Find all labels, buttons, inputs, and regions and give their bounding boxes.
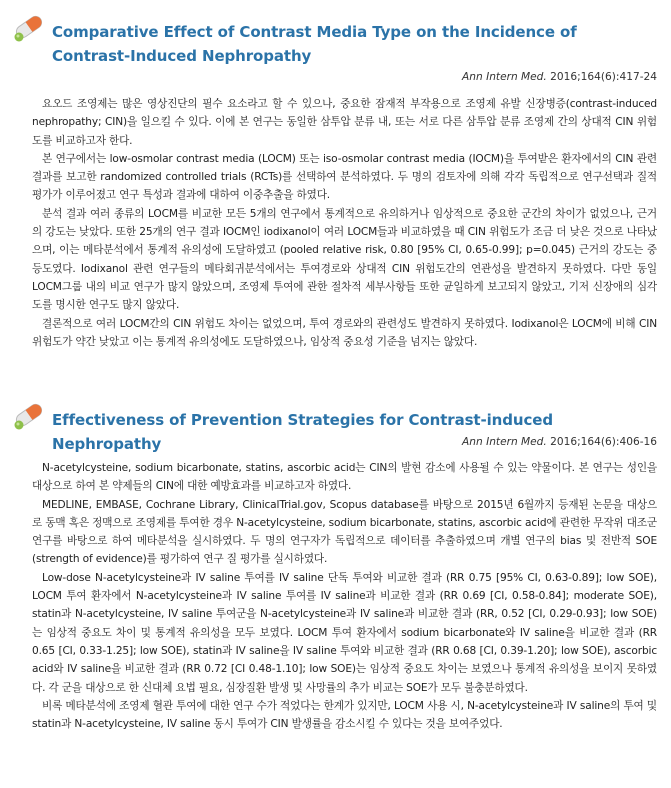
article-citation (462, 436, 657, 448)
paragraph: 요오드 조영제는 많은 영상진단의 필수 요소라고 할 수 있으나, 중요한 잠재적 부작용으로 조영제 유발 신장병증(contrast-induced nephropathy; CIN)을 일으킬 수 있다. 이에 본 연구는 동일한 삼투압 분류 내, 또는 서로 다른 삼투압 분류 조영제 간의 상대적 CIN 위험도를 비교하고자 한다. (32, 98, 657, 147)
paragraph: Low-dose N-acetylcysteine과 IV saline 투여를 IV saline 단독 투여와 비교한 결과 (RR 0.75 [95% CI, 0.63-0.89]; low SOE), LOCM 투여 환자에서 N-acetylcysteine과 IV saline 투여를 IV saline과 비교한 결과 (RR 0.69 [CI, 0.58-0.84]; moderate SOE), statin과 N-acetylcysteine, IV saline 투여군을 N-acetylcysteine과 IV saline과 비교한 결과 (RR, 0.52 [CI, 0.29-0.93]; low SOE)는 임상적 중요도 차이 및 통계적 유의성을 모두 보였다. LOCM 투여 환자에서 sodium bicarbonate와 IV saline을 비교한 결과 (RR 0.65 [CI, 0.33-1.25]; low SOE), statin과 IV saline을 IV saline 투여와 비교한 결과 (RR 0.68 [CI, 0.39-1.20]; low SOE), ascorbic acid와 IV saline을 비교한 결과 (RR 0.72 [CI 0.48-1.10]; low SOE)는 임상적 중요도 차이는 보였으나 통계적 유의성을 보이지 못하였다. 각 군을 대상으로 한 신대체 요법 필요, 심장질환 발생 및 사망률의 추가 비교는 SOE가 모두 불충분하였다. (32, 571, 657, 694)
article-title: Effectiveness of Prevention Strategies for Contrast-induced Nephropathy (52, 411, 553, 453)
article-body (32, 459, 657, 733)
article-citation (462, 71, 657, 83)
pill-capsule-icon (12, 10, 46, 44)
paragraph: N-acetylcysteine, sodium bicarbonate, statins, ascorbic acid는 CIN의 발현 감소에 사용될 수 있는 약물이다. 본 연구는 성인을 대상으로 하여 본 약제들의 CIN에 대한 예방효과를 비교하고자 하였다. (32, 462, 657, 493)
article-body (32, 95, 657, 351)
journal-ref: 2016;164(6):417-24 (546, 71, 657, 83)
paragraph: 결론적으로 여러 LOCM간의 CIN 위험도 차이는 없었으며, 투여 경로와의 관련성도 발견하지 못하였다. Iodixanol은 LOCM에 비해 CIN 위험도가 약간 낮았고 이는 통계적 유의성에도 도달하였으나, 임상적 중요성 기준을 넘지는 않았다. (32, 317, 657, 348)
paragraph: 비록 메타분석에 조영제 혈관 투여에 대한 연구 수가 적었다는 한계가 있지만, LOCM 사용 시, N-acetylcysteine과 IV saline의 투여 및 statin과 N-acetylcysteine, IV saline 동시 투여가 CIN 발생률을 감소시킬 수 있다는 것을 보여주었다. (32, 699, 657, 731)
paragraph: 분석 결과 여러 종류의 LOCM를 비교한 모든 5개의 연구에서 통계적으로 유의하거나 임상적으로 중요한 군간의 차이가 없었으나, 근거의 강도는 낮았다. 또한 25개의 연구 결과 IOCM인 iodixanol이 여러 LOCM들과 비교하였을 때 CIN 위험도가 조금 더 낮은 것으로 나타났으며, 이는 메타분석에서 통계적 유의성에 도달하였고 (pooled relative risk, 0.80 [95% CI, 0.65-0.99]; p=0.045) 근거의 강도는 중등도였다. Iodixanol 관련 연구들의 메타회귀분석에서는 투여경로와 상대적 CIN 위험도간의 연관성을 발견하지 못하였다. 다만 동일 LOCM그룹 내의 비교 연구가 많지 않았으며, 조영제 투여에 관한 절차적 세부사항들 또한 균일하게 보고되지 않았고, 기저 신장애의 심각도를 명시한 연구도 많지 않았다. (32, 207, 657, 312)
paragraph: MEDLINE, EMBASE, Cochrane Library, ClinicalTrial.gov, Scopus database를 바탕으로 2015년 6월까지 등재된 논문을 대상으로 동맥 혹은 정맥으로 조영제를 투여한 경우 N-acetylcysteine, sodium bicarbonate, statins, ascorbic acid에 관련한 무작위 대조군 연구를 바탕으로 하여 메타분석을 실시하였다. 두 명의 연구자가 독립적으로 데이터를 추출하였으며 개별 연구의 bias 및 전반적 SOE (strength of evidence)를 평가하여 연구 질 평가를 실시하였다. (32, 498, 657, 566)
journal-name: Ann Intern Med. (462, 71, 547, 83)
journal-name: Ann Intern Med. (462, 436, 547, 448)
pill-capsule-icon (12, 398, 46, 432)
journal-ref: 2016;164(6):406-16 (546, 436, 657, 448)
paragraph: 본 연구에서는 low-osmolar contrast media (LOCM) 또는 iso-osmolar contrast media (IOCM)을 투여받은 환자에서의 CIN 관련 결과를 보고한 randomized controlled trials (RCTs)를 선택하여 분석하였다. 두 명의 검토자에 의해 각각 독립적으로 연구선택과 질적 평가가 이루어졌고 연구 특성과 결과에 대하여 이중추출을 하였다. (32, 152, 657, 202)
article-title: Comparative Effect of Contrast Media Type on the Incidence of Contrast-Induced Nephropathy (52, 23, 577, 65)
